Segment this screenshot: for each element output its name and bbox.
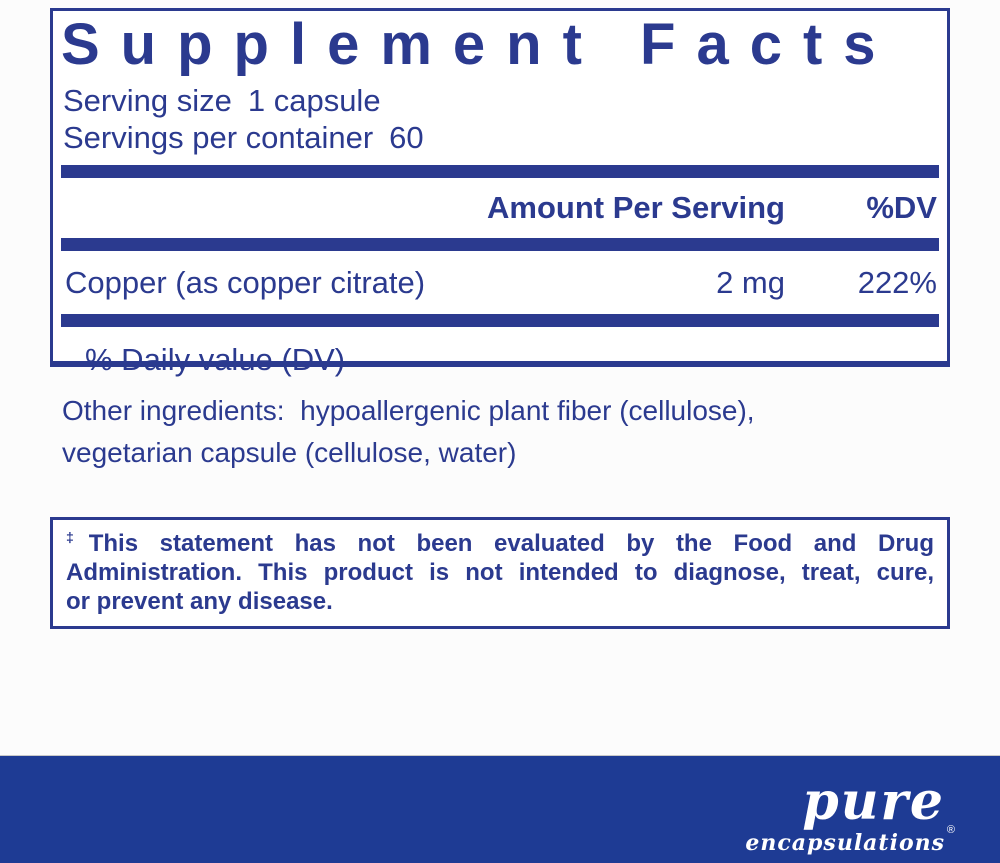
servings-per-container-value: 60 bbox=[389, 119, 424, 155]
disclaimer-line3: or prevent any disease. bbox=[66, 588, 333, 615]
fda-disclaimer-box bbox=[50, 517, 950, 629]
other-ingredients bbox=[62, 390, 962, 474]
column-header-dv: %DV bbox=[866, 190, 937, 226]
daily-value-footnote: % Daily value (DV) bbox=[85, 342, 346, 378]
supplement-facts-panel bbox=[50, 8, 950, 378]
servings-per-container-label: Servings per container bbox=[63, 119, 374, 155]
pure-encapsulations-logo bbox=[745, 771, 955, 856]
disclaimer-line2: Administration. This product is not intended to diagnose, treat, cure, bbox=[66, 559, 934, 586]
serving-size-value: 1 capsule bbox=[247, 82, 381, 118]
nutrient-name: Copper (as copper citrate) bbox=[65, 265, 426, 301]
dagger-mark: ‡ bbox=[66, 529, 89, 545]
column-header-amount: Amount Per Serving bbox=[487, 190, 785, 226]
table-row bbox=[53, 251, 947, 304]
servings-per-container-line bbox=[63, 121, 947, 155]
serving-size-label: Serving size bbox=[63, 82, 232, 118]
brand-sub-wordmark: encapsulations bbox=[745, 830, 945, 856]
registered-trademark-icon: ® bbox=[946, 824, 955, 836]
serving-size-line bbox=[63, 84, 947, 118]
disclaimer-line1 bbox=[66, 529, 934, 558]
divider-bar-bottom bbox=[61, 314, 939, 327]
footer-band bbox=[0, 755, 1000, 863]
other-ingredients-line1: Other ingredients: hypoallergenic plant fiber (cellulose), bbox=[62, 395, 755, 426]
disclaimer-line1-text: This statement has not been evaluated by the Food and Drug bbox=[88, 530, 935, 557]
panel-title: Supplement Facts bbox=[61, 12, 897, 77]
table-header-row bbox=[53, 178, 947, 228]
nutrient-dv: 222% bbox=[857, 265, 937, 301]
divider-bar-top bbox=[61, 165, 939, 178]
other-ingredients-line2: vegetarian capsule (cellulose, water) bbox=[62, 437, 517, 468]
divider-bar-middle bbox=[61, 238, 939, 251]
brand-wordmark: pure bbox=[802, 771, 945, 832]
nutrient-amount: 2 mg bbox=[716, 265, 785, 301]
